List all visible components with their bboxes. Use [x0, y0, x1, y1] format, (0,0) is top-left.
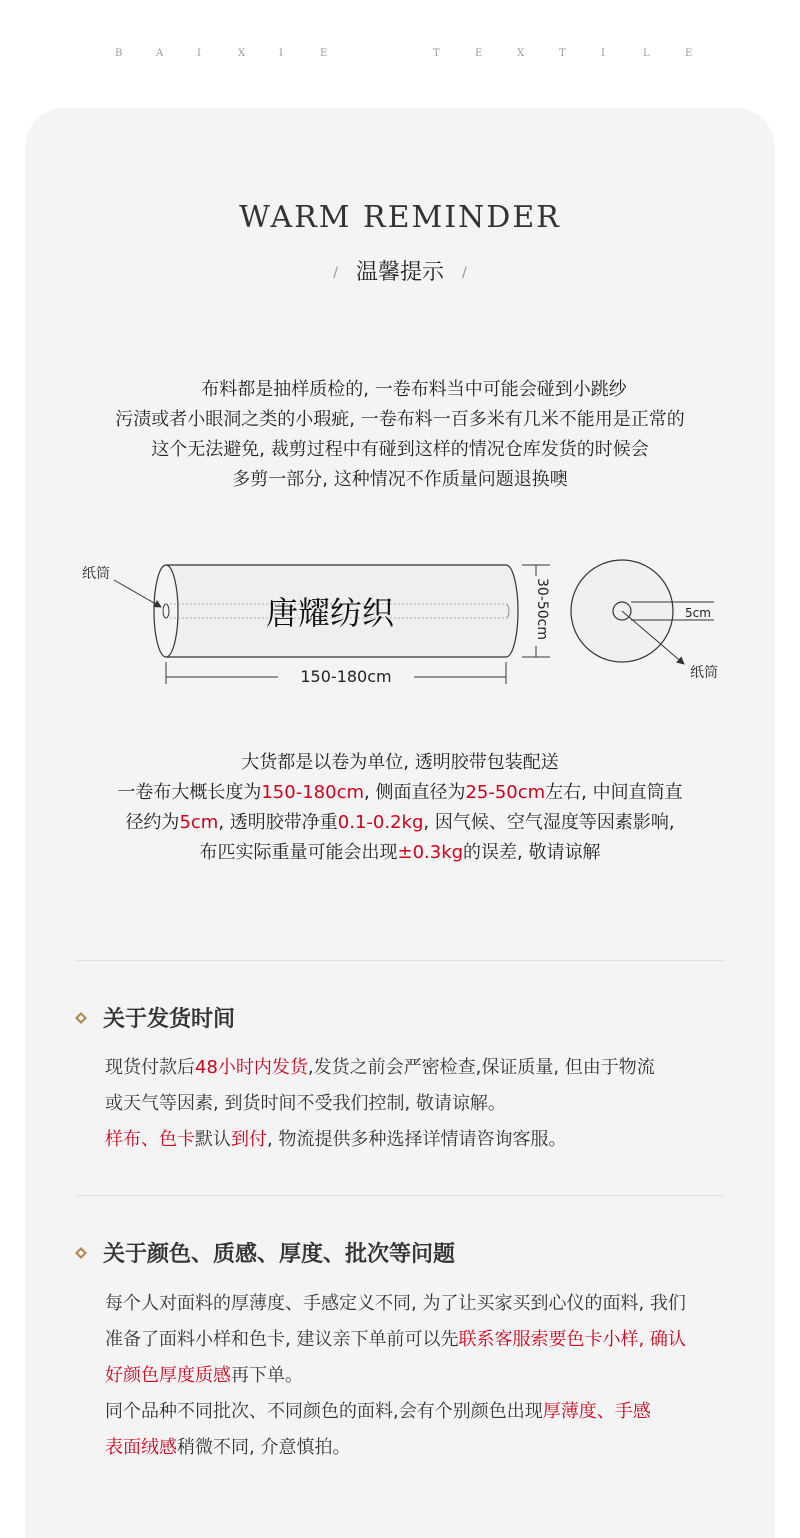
brand-left-letter: A — [156, 48, 164, 59]
roll-brand-text: 唐耀纺织 — [265, 594, 395, 632]
brand-right-letter: T — [559, 48, 566, 59]
brand-left-letter: E — [320, 48, 328, 59]
brand-left-letter: I — [279, 48, 283, 59]
title-chinese: / 温馨提示 / — [333, 260, 467, 285]
brand-left-letter: X — [238, 48, 246, 59]
brand-right-letter: I — [601, 48, 605, 59]
section-shipping-body: 现货付款后48小时内发货,发货之前会严密检查,保证质量, 但由于物流 或天气等因素, 到货时间不受我们控制, 敬请谅解。 样布、色卡默认到付, 物流提供多种选择详情请咨询客服。 — [105, 1057, 655, 1150]
brand-right-letter: E — [685, 48, 693, 59]
brand-right-letter: L — [643, 48, 650, 59]
core-label: 5cm — [685, 606, 711, 620]
diamond-icon — [75, 1247, 87, 1259]
divider-1 — [75, 960, 725, 961]
brand-right-letter: X — [517, 48, 525, 59]
fabric-roll-diagram — [60, 550, 740, 700]
brand-header — [0, 44, 800, 64]
tube-label-left: 纸筒 — [82, 566, 110, 582]
brand-right-letter: T — [433, 48, 440, 59]
section-shipping-title: 关于发货时间 — [75, 1002, 235, 1033]
diamond-icon — [75, 1012, 87, 1024]
section-quality-body: 每个人对面料的厚薄度、手感定义不同, 为了让买家买到心仪的面料, 我们 准备了面料小样和色卡, 建议亲下单前可以先联系客服索要色卡小样, 确认 好颜色厚度质感再下单。 同个品种不同批次、不同颜色的面料,会有个别颜色出现厚薄度、手感 表面绒感稍微不同, 介意慎拍。 — [105, 1293, 686, 1458]
divider-2 — [75, 1195, 725, 1196]
brand-left-letter: I — [197, 48, 201, 59]
diameter-label: 30-50cm — [534, 578, 550, 641]
shipping-note: 大货都是以卷为单位, 透明胶带包装配送 一卷布大概长度为150-180cm, 侧面直径为25-50cm左右, 中间直筒直 径约为5cm, 透明胶带净重0.1-0.2kg, 因气候、空气湿度等因素影响, 布匹实际重量可能会出现±0.3kg的误差, 敬请谅解 — [117, 752, 683, 863]
length-label: 150-180cm — [300, 667, 392, 686]
section-quality-title: 关于颜色、质感、厚度、批次等问题 — [75, 1237, 455, 1268]
brand-right-letter: E — [475, 48, 483, 59]
title-english: WARM REMINDER — [239, 200, 561, 235]
tube-label-right: 纸筒 — [690, 665, 718, 681]
quality-note: 布料都是抽样质检的, 一卷布料当中可能会碰到小跳纱 污渍或者小眼洞之类的小瑕疵, 一卷布料一百多米有几米不能用是正常的 这个无法避免, 裁剪过程中有碰到这样的情况仓库发货的时候会 多剪一部分, 这种情况不作质量问题退换噢 — [115, 379, 685, 490]
brand-left-letter: B — [115, 48, 123, 59]
